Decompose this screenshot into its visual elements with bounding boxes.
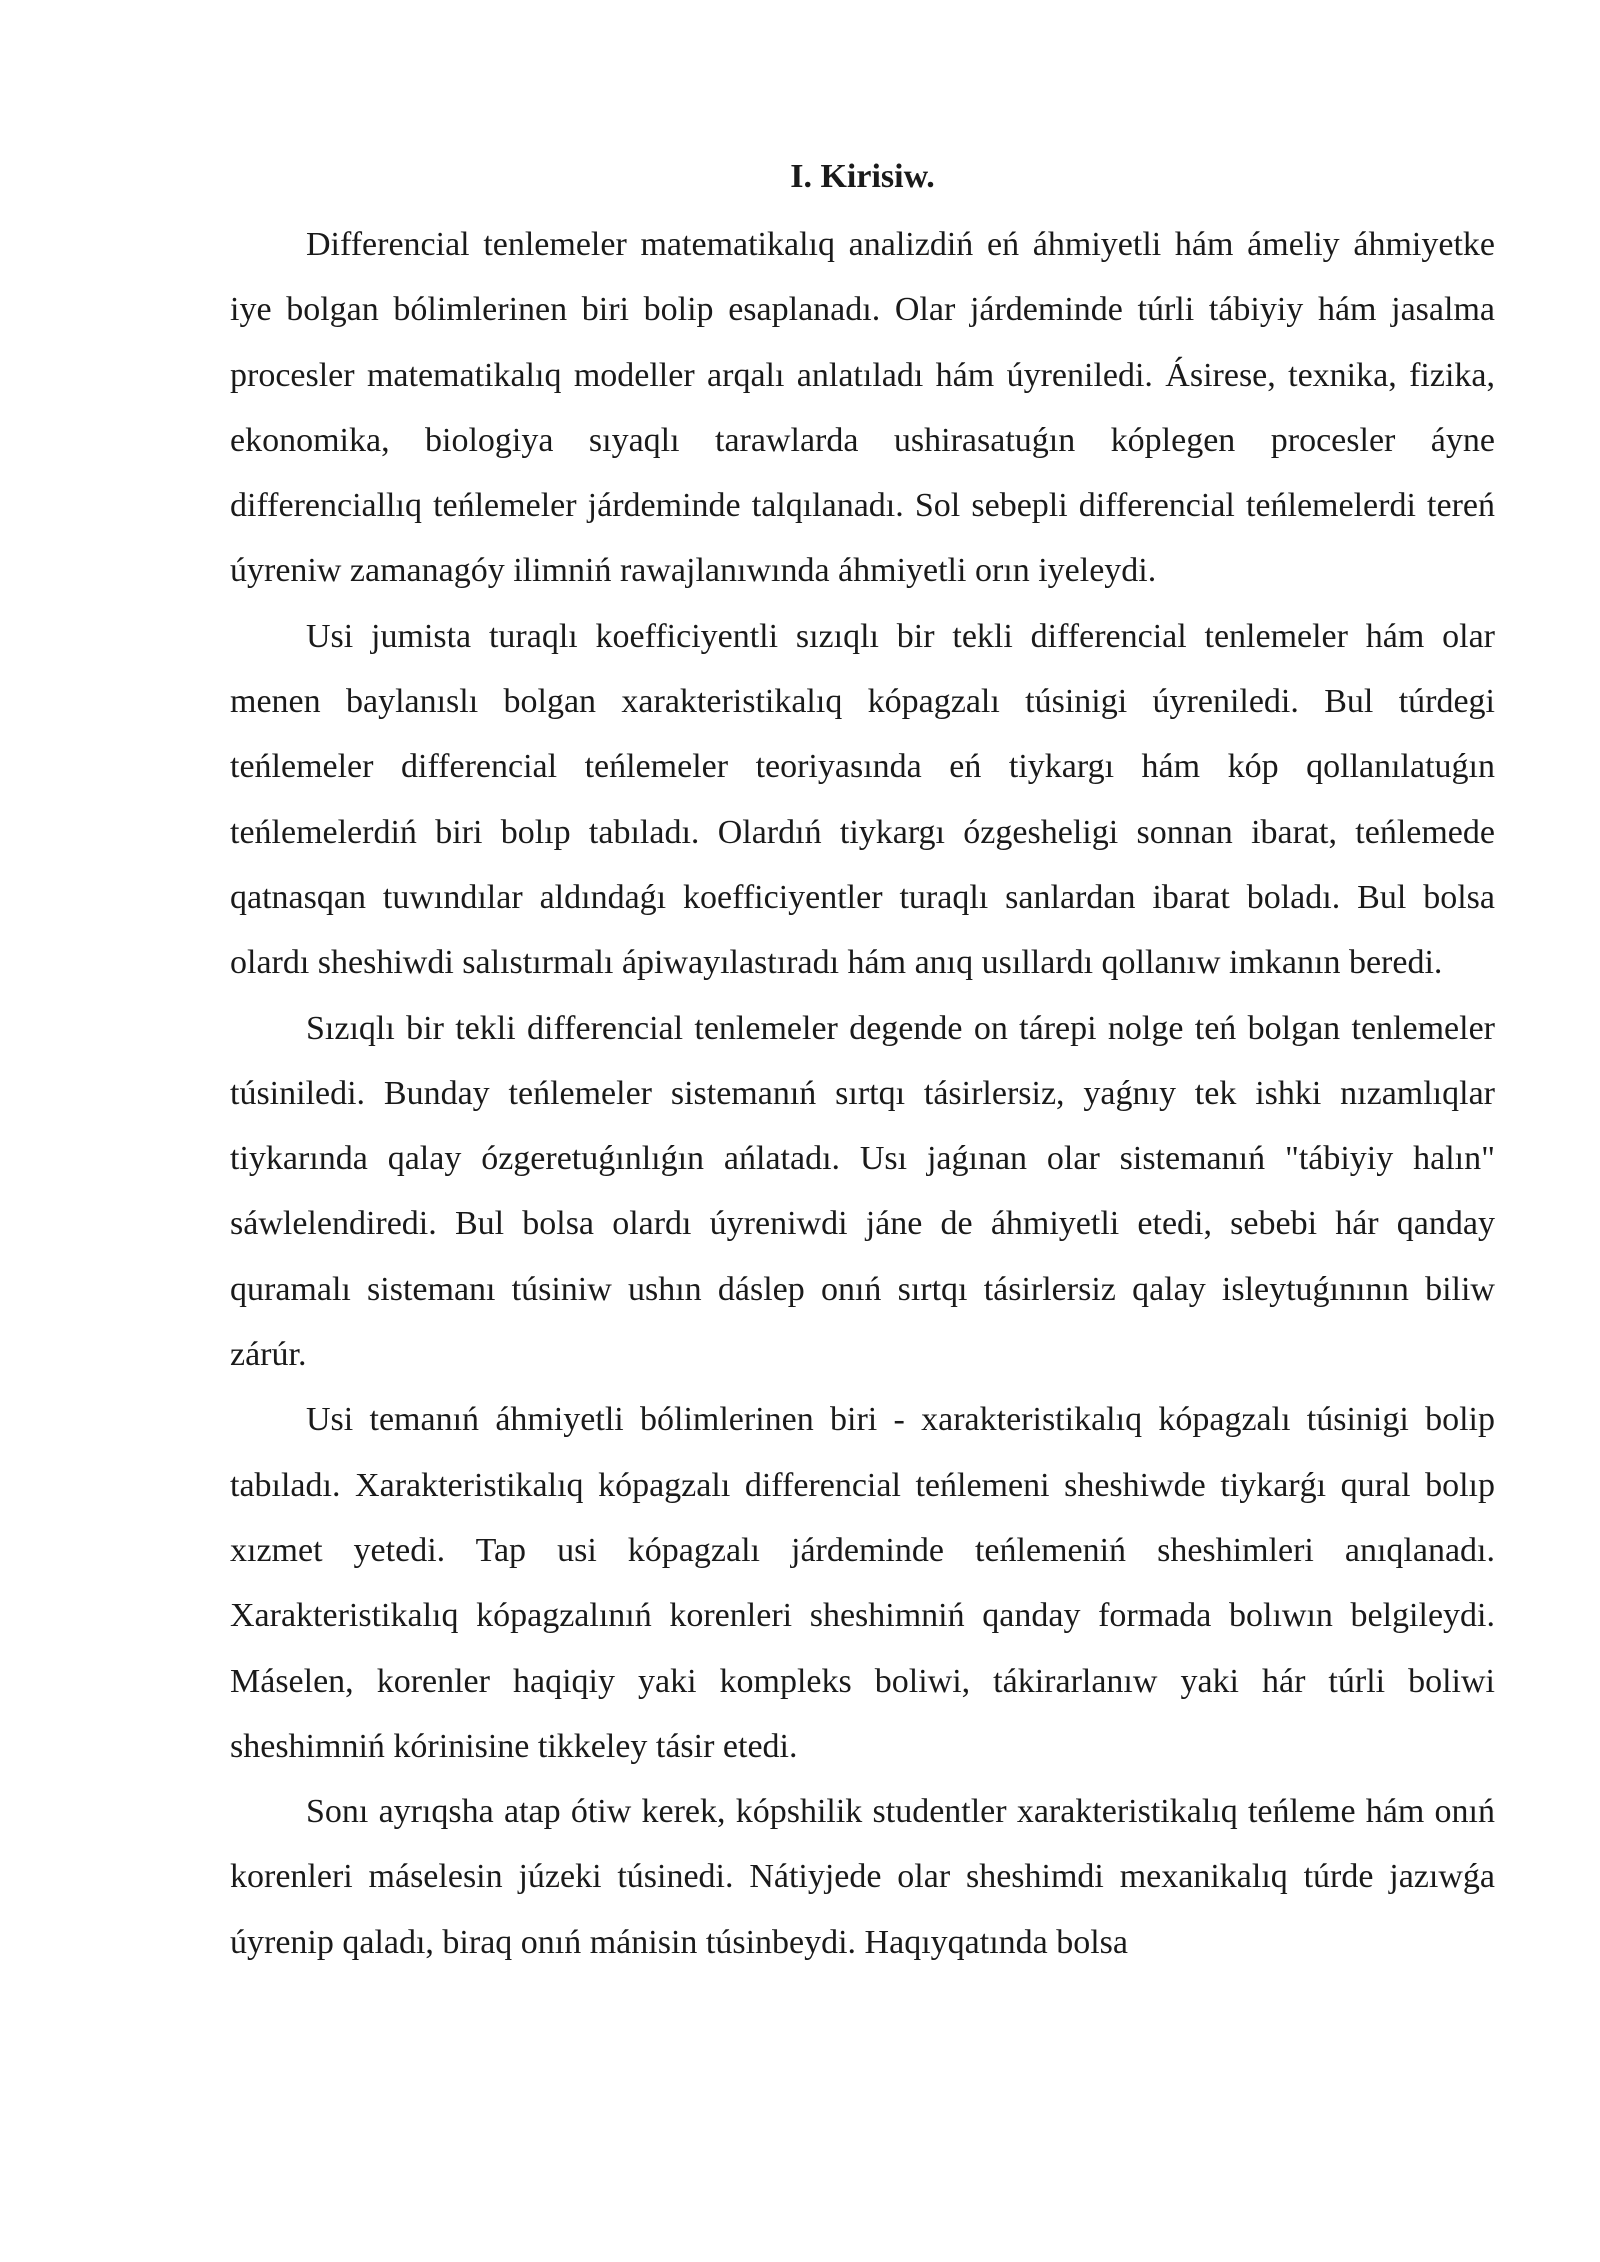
document-body <box>230 152 1495 1975</box>
paragraph: Differencial tenlemeler matematikalıq analizdiń eń áhmiyetli hám ámeliy áhmiyetke iye bolgan bólimlerinen biri bolip esaplanadı. Olar járdeminde túrli tábiyiy hám jasalma procesler matematikalıq modeller arqalı anlatıladı hám úyreniledi. Ásirese, texnika, fizika, ekonomika, biologiya sıyaqlı tarawlarda ushirasatuǵın kóplegen procesler áyne differenciallıq teńlemeler járdeminde talqılanadı. Sol sebepli differencial teńlemelerdi tereń úyreniw zamanagóy ilimniń rawajlanıwında áhmiyetli orın iyeleydi. <box>230 226 1495 590</box>
paragraph: Usi jumista turaqlı koefficiyentli sızıqlı bir tekli differencial tenlemeler hám olar menen baylanıslı bolgan xarakteristikalıq kópagzalı túsinigi úyreniledi. Bul túrdegi teńlemeler differencial teńlemeler teoriyasında eń tiykargı hám kóp qollanılatuǵın teńlemelerdiń biri bolıp tabıladı. Olardıń tiykargı ózgesheligi sonnan ibarat, teńlemede qatnasqan tuwındılar aldındaǵı koefficiyentler turaqlı sanlardan ibarat boladı. Bul bolsa olardı sheshiwdi salıstırmalı ápiwayılastıradı hám anıq usıllardı qollanıw imkanın beredi. <box>230 617 1495 982</box>
paragraph: Usi temanıń áhmiyetli bólimlerinen biri - xarakteristikalıq kópagzalı túsinigi bolip tabıladı. Xarakteristikalıq kópagzalı differencial teńlemeni sheshiwde tiykarǵı qural bolıp xızmet yetedi. Tap usi kópagzalı járdeminde teńlemeniń sheshimleri anıqlanadı. Xarakteristikalıq kópagzalınıń korenleri sheshimniń qanday formada bolıwın belgileydi. Máselen, korenler haqiqiy yaki kompleks boliwi, tákirarlanıw yaki hár túrli boliwi sheshimniń kórinisine tikkeley tásir etedi. <box>230 1401 1495 1765</box>
paragraph: Sonı ayrıqsha atap ótiw kerek, kópshilik studentler xarakteristikalıq teńleme hám onıń korenleri máselesin júzeki túsinedi. Nátiyjede olar sheshimdi mexanikalıq túrde jazıwǵa úyrenip qaladı, biraq onıń mánisin túsinbeydi. Haqıyqatında bolsa <box>230 1793 1495 1961</box>
paragraph: Sızıqlı bir tekli differencial tenlemeler degende on tárepi nolge teń bolgan tenlemeler túsiniledi. Bunday teńlemeler sistemanıń sırtqı tásirlersiz, yaǵnıy tek ishki nızamlıqlar tiykarında qalay ózgeretuǵınlıǵın ańlatadı. Usı jaǵınan olar sistemanıń "tábiyiy halın" sáwlelendiredi. Bul bolsa olardı úyreniwdi jáne de áhmiyetli etedi, sebebi hár qanday quramalı sistemanı túsiniw ushın dáslep onıń sırtqı tásirlersiz qalay isleytuǵınının biliw zárúr. <box>230 1009 1495 1374</box>
section-heading: I. Kirisiw. <box>790 158 935 195</box>
